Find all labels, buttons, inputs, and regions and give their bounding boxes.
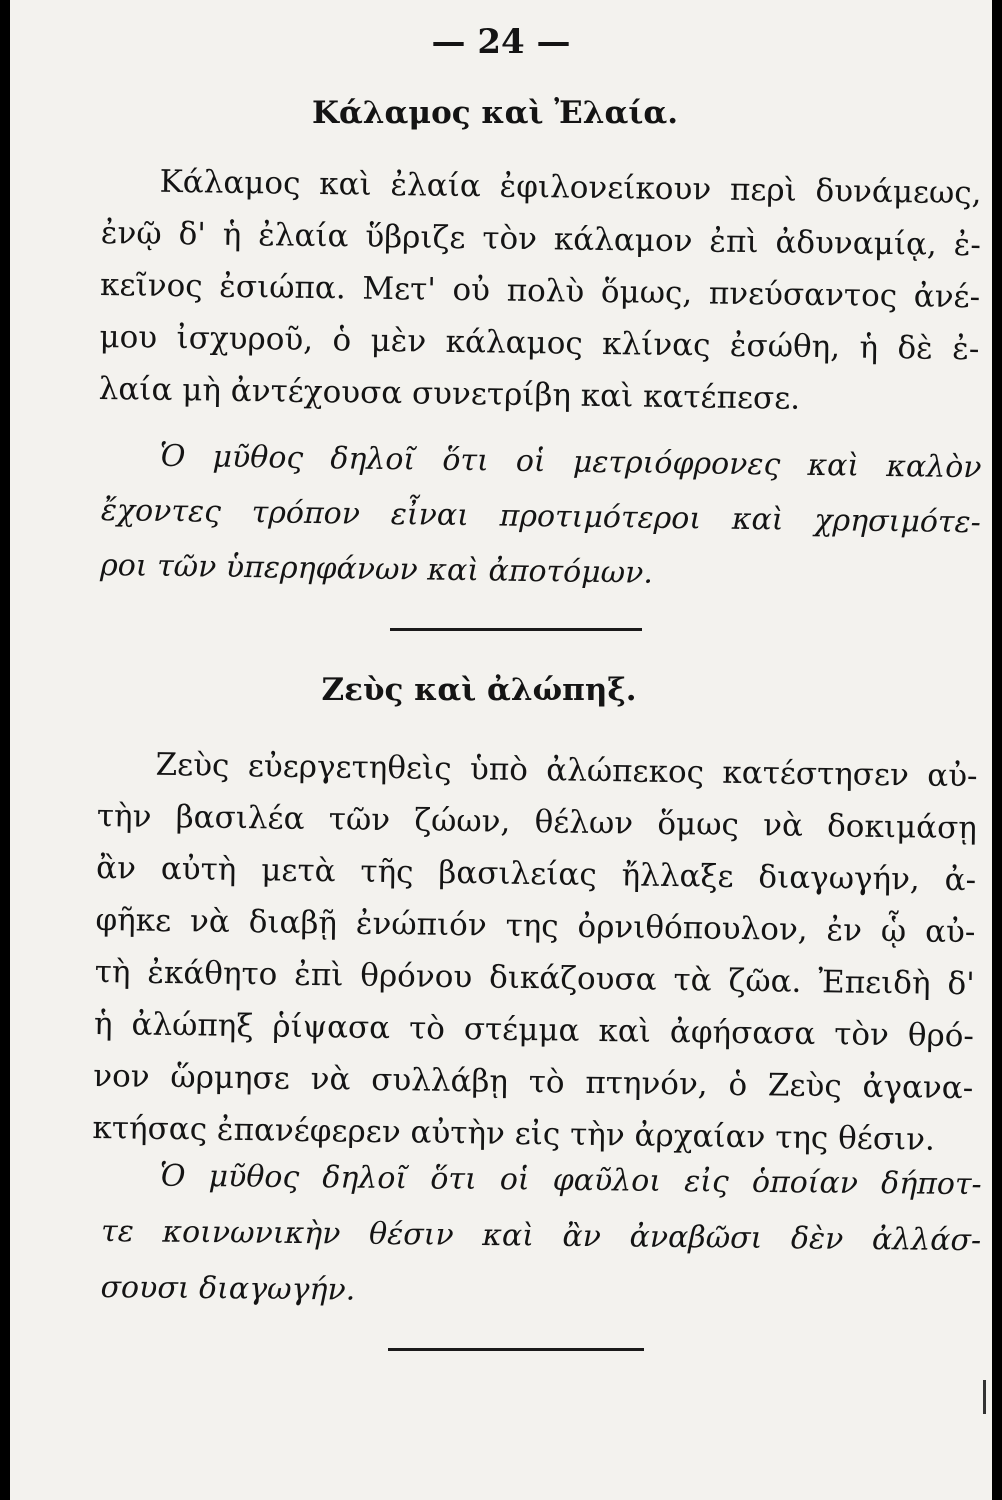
text-line: ἐνῷ δ' ἡ ἐλαία ὕβριζε τὸν κάλαμον ἐπὶ ἀδυναμίᾳ, ἐ- [100,214,982,264]
text-line: τὴ ἐκάθητο ἐπὶ θρόνου δικάζουσα τὰ ζῶα. Ἐπειδὴ δ' [94,953,975,1003]
text-line: φῆκε νὰ διαβῇ ἐνώπιόν της ὀρνιθόπουλον, ἐν ᾧ αὐ- [95,901,976,951]
text-line: λαία μὴ ἀντέχουσα συνετρίβη καὶ κατέπεσε. [98,370,801,417]
text-line: ἂν αὐτὴ μετὰ τῆς βασιλείας ἤλλαξε διαγωγήν, ἀ- [95,849,977,899]
text-line: Κάλαμος καὶ ἐλαία ἐφιλονείκουν περὶ δυνάμεως, [159,163,982,212]
fable-story [98,155,982,427]
text-line: κτήσας ἐπανέφερεν αὐτὴν εἰς τὴν ἀρχαίαν της θέσιν. [92,1109,936,1158]
fable-moral [100,1148,982,1325]
fable-title: Ζεὺς καὶ ἀλώπηξ. [321,672,637,708]
text-line: τὴν βασιλέα τῶν ζώων, θέλων ὅμως νὰ δοκιμάσῃ [96,797,978,847]
text-line: μου ἰσχυροῦ, ὁ μὲν κάλαμος κλίνας ἐσώθη, ἡ δὲ ἐ- [99,318,980,368]
section-divider [388,1348,644,1351]
fable-title: Κάλαμος καὶ Ἐλαία. [312,95,678,131]
text-line: Ζεὺς εὐεργετηθεὶς ὑπὸ ἀλώπεκος κατέστησεν αὐ- [155,746,978,795]
section-divider [390,628,642,631]
text-line: νον ὥρμησε νὰ συλλάβῃ τὸ πτηνόν, ὁ Ζεὺς ἀγανα- [93,1057,974,1107]
text-line: κεῖνος ἐσιώπα. Μετ' οὐ πολὺ ὅμως, πνεύσαντος ἀνέ- [99,266,981,316]
text-line: Ὁ μῦθος δηλοῖ ὅτι οἱ μετριόφρονες καὶ καλὸν [159,438,982,486]
text-line: Ὁ μῦθος δηλοῖ ὅτι οἱ φαῦλοι εἰς ὁποίαν δήποτ- [159,1158,982,1203]
text-line: ἔχοντες τρόπον εἶναι προτιμότεροι καὶ χρησιμότε- [100,492,982,541]
text-line: τε κοινωνικὴν θέσιν καὶ ἂν ἀναβῶσι δὲν ἀλλάσ- [100,1213,982,1259]
book-page [10,0,992,1500]
text-line: σουσι διαγωγήν. [100,1269,356,1308]
text-line: ροι τῶν ὑπερηφάνων καὶ ἀποτόμων. [99,547,654,591]
fable-moral [100,428,982,605]
page-number: — 24 — [431,22,571,62]
text-line: ἡ ἀλώπηξ ῥίψασα τὸ στέμμα καὶ ἀφήσασα τὸν θρό- [93,1005,975,1055]
page-edge-mark [983,1380,986,1414]
fable-story [92,738,978,1166]
